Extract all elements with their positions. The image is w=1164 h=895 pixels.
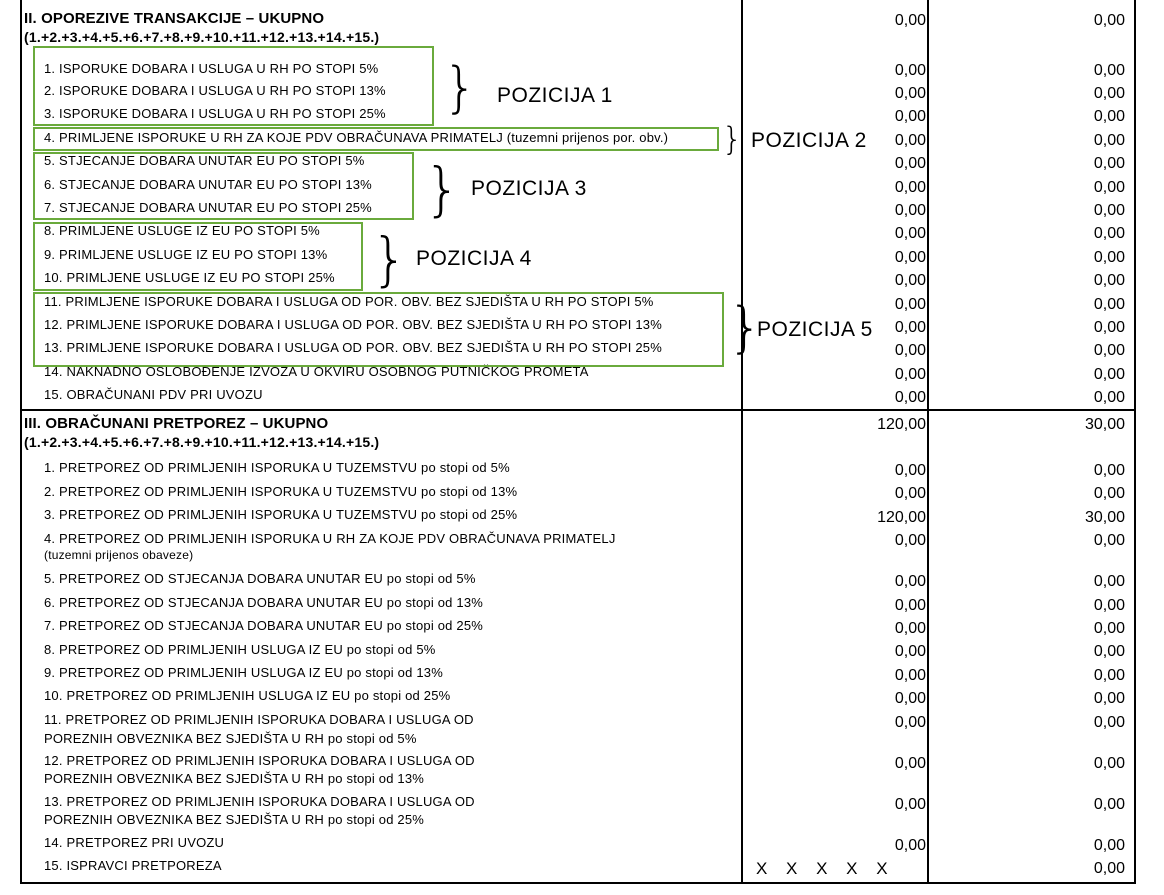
row-value-col2: 0,00	[1093, 643, 1125, 660]
row-value-col1: 0,00	[894, 296, 926, 313]
row-value-col1-x-marks: X X X X X	[756, 859, 888, 878]
row-value-col1: 0,00	[894, 108, 926, 125]
row-value-col2: 0,00	[1093, 667, 1125, 684]
highlight-box-pozicija-1	[33, 46, 434, 126]
row-label: 6. STJECANJE DOBARA UNUTAR EU PO STOPI 13%	[44, 177, 372, 192]
row-label: 2. PRETPOREZ OD PRIMLJENIH ISPORUKA U TUZEMSTVU po stopi od 13%	[44, 484, 518, 499]
row-label: 7. PRETPOREZ OD STJECANJA DOBARA UNUTAR EU po stopi od 25%	[44, 618, 484, 633]
section-2-title: II. OPOREZIVE TRANSAKCIJE – UKUPNO	[24, 10, 325, 27]
row-value-col2: 0,00	[1093, 179, 1125, 196]
row-label: 5. PRETPOREZ OD STJECANJA DOBARA UNUTAR EU po stopi od 5%	[44, 571, 476, 586]
row-value-col1: 0,00	[894, 62, 926, 79]
row-label: 13. PRIMLJENE ISPORUKE DOBARA I USLUGA OD POR. OBV. BEZ SJEDIŠTA U RH PO STOPI 25%	[44, 340, 662, 355]
row-label: 7. STJECANJE DOBARA UNUTAR EU PO STOPI 25%	[44, 200, 372, 215]
row-value-col1: 0,00	[894, 202, 926, 219]
row-value-col1: 0,00	[894, 179, 926, 196]
row-label: 10. PRIMLJENE USLUGE IZ EU PO STOPI 25%	[44, 270, 335, 285]
row-value-col2: 0,00	[1093, 225, 1125, 242]
row-value-col2: 0,00	[1093, 573, 1125, 590]
row-label: 1. ISPORUKE DOBARA I USLUGA U RH PO STOPI 5%	[44, 61, 379, 76]
left-border	[20, 0, 22, 884]
section-3-total-col1: 120,00	[877, 416, 926, 433]
row-value-col2: 0,00	[1093, 85, 1125, 102]
row-label: 15. ISPRAVCI PRETPOREZA	[44, 858, 222, 873]
bottom-border	[20, 882, 1136, 884]
row-value-col2: 0,00	[1093, 620, 1125, 637]
row-label: 12. PRETPOREZ OD PRIMLJENIH ISPORUKA DOBARA I USLUGA OD	[44, 753, 475, 768]
row-label: 14. NAKNADNO OSLOBOĐENJE IZVOZA U OKVIRU OSOBNOG PUTNIČKOG PROMETA	[44, 364, 589, 379]
row-value-col2: 0,00	[1093, 837, 1125, 854]
row-label: 9. PRIMLJENE USLUGE IZ EU PO STOPI 13%	[44, 247, 328, 262]
highlight-box-pozicija-4	[33, 222, 363, 291]
row-label-continued: (tuzemni prijenos obaveze)	[44, 548, 194, 562]
row-label: 5. STJECANJE DOBARA UNUTAR EU PO STOPI 5%	[44, 153, 365, 168]
row-value-col1: 0,00	[894, 532, 926, 549]
row-value-col1: 0,00	[894, 597, 926, 614]
row-value-col1: 0,00	[894, 342, 926, 359]
pozicija-5-label: POZICIJA 5	[757, 318, 873, 341]
row-value-col2: 0,00	[1093, 860, 1125, 877]
row-label: 6. PRETPOREZ OD STJECANJA DOBARA UNUTAR EU po stopi od 13%	[44, 595, 484, 610]
row-value-col2: 0,00	[1093, 202, 1125, 219]
row-value-col2: 0,00	[1093, 690, 1125, 707]
row-value-col1: 0,00	[894, 462, 926, 479]
row-value-col2: 0,00	[1093, 132, 1125, 149]
row-label: 3. PRETPOREZ OD PRIMLJENIH ISPORUKA U TUZEMSTVU po stopi od 25%	[44, 507, 518, 522]
row-label: 4. PRETPOREZ OD PRIMLJENIH ISPORUKA U RH ZA KOJE PDV OBRAČUNAVA PRIMATELJ	[44, 531, 616, 546]
row-label: 1. PRETPOREZ OD PRIMLJENIH ISPORUKA U TUZEMSTVU po stopi od 5%	[44, 460, 510, 475]
highlight-box-pozicija-2	[33, 127, 719, 151]
section-divider	[20, 409, 1136, 411]
section-2-total-col2: 0,00	[1093, 12, 1125, 29]
pozicija-3-label: POZICIJA 3	[471, 177, 587, 200]
right-border	[1134, 0, 1136, 884]
row-label: 13. PRETPOREZ OD PRIMLJENIH ISPORUKA DOBARA I USLUGA OD	[44, 794, 475, 809]
row-value-col1: 0,00	[894, 667, 926, 684]
row-label: 10. PRETPOREZ OD PRIMLJENIH USLUGA IZ EU po stopi od 25%	[44, 688, 451, 703]
brace-icon: }	[371, 225, 408, 293]
column-divider-2	[927, 0, 929, 884]
row-label: 3. ISPORUKE DOBARA I USLUGA U RH PO STOPI 25%	[44, 106, 386, 121]
row-value-col1: 0,00	[894, 573, 926, 590]
brace-icon: }	[424, 155, 461, 223]
row-value-col2: 0,00	[1093, 62, 1125, 79]
row-value-col1: 0,00	[894, 485, 926, 502]
row-label: 8. PRETPOREZ OD PRIMLJENIH USLUGA IZ EU po stopi od 5%	[44, 642, 436, 657]
row-value-col1: 0,00	[894, 796, 926, 813]
row-label-continued: POREZNIH OBVEZNIKA BEZ SJEDIŠTA U RH po stopi od 13%	[44, 771, 425, 786]
row-value-col1: 120,00	[877, 509, 926, 526]
pozicija-2-label: POZICIJA 2	[751, 129, 867, 152]
row-value-col2: 0,00	[1093, 532, 1125, 549]
section-2-total-col1: 0,00	[894, 12, 926, 29]
row-label: 8. PRIMLJENE USLUGE IZ EU PO STOPI 5%	[44, 223, 320, 238]
row-label: 11. PRETPOREZ OD PRIMLJENIH ISPORUKA DOBARA I USLUGA OD	[44, 712, 474, 727]
row-value-col1: 0,00	[894, 85, 926, 102]
row-value-col1: 0,00	[894, 366, 926, 383]
row-value-col2: 0,00	[1093, 389, 1125, 406]
row-label: 4. PRIMLJENE ISPORUKE U RH ZA KOJE PDV OBRAČUNAVA PRIMATELJ (tuzemni prijenos por. obv.)	[44, 130, 669, 145]
row-value-col1: 0,00	[894, 225, 926, 242]
brace-icon: }	[728, 296, 763, 359]
brace-icon: }	[443, 56, 478, 119]
row-value-col1: 0,00	[894, 249, 926, 266]
pozicija-1-label: POZICIJA 1	[497, 84, 613, 107]
row-value-col2: 0,00	[1093, 155, 1125, 172]
section-3-total-col2: 30,00	[1084, 416, 1125, 433]
highlight-box-pozicija-5	[33, 292, 724, 367]
row-value-col2: 0,00	[1093, 366, 1125, 383]
section-3-subtitle: (1.+2.+3.+4.+5.+6.+7.+8.+9.+10.+11.+12.+13.+14.+15.)	[24, 434, 380, 450]
row-value-col2: 0,00	[1093, 342, 1125, 359]
row-label: 2. ISPORUKE DOBARA I USLUGA U RH PO STOPI 13%	[44, 83, 386, 98]
pozicija-4-label: POZICIJA 4	[416, 247, 532, 270]
row-value-col2: 0,00	[1093, 296, 1125, 313]
section-2-subtitle: (1.+2.+3.+4.+5.+6.+7.+8.+9.+10.+11.+12.+13.+14.+15.)	[24, 29, 380, 45]
row-value-col2: 0,00	[1093, 796, 1125, 813]
row-value-col1: 0,00	[894, 272, 926, 289]
row-value-col1: 0,00	[894, 132, 926, 149]
row-value-col2: 0,00	[1093, 108, 1125, 125]
row-label: 15. OBRAČUNANI PDV PRI UVOZU	[44, 387, 263, 402]
row-value-col2: 0,00	[1093, 462, 1125, 479]
brace-icon: }	[722, 120, 743, 158]
row-value-col2: 0,00	[1093, 272, 1125, 289]
row-value-col2: 0,00	[1093, 319, 1125, 336]
row-value-col1: 0,00	[894, 714, 926, 731]
row-label-continued: POREZNIH OBVEZNIKA BEZ SJEDIŠTA U RH po stopi od 25%	[44, 812, 425, 827]
section-3-title: III. OBRAČUNANI PRETPOREZ – UKUPNO	[24, 415, 329, 432]
row-value-col1: 0,00	[894, 155, 926, 172]
row-value-col1: 0,00	[894, 690, 926, 707]
row-value-col2: 30,00	[1084, 509, 1125, 526]
row-value-col2: 0,00	[1093, 597, 1125, 614]
row-value-col2: 0,00	[1093, 714, 1125, 731]
row-value-col1: 0,00	[894, 837, 926, 854]
row-value-col1: 0,00	[894, 389, 926, 406]
row-label: 14. PRETPOREZ PRI UVOZU	[44, 835, 225, 850]
row-value-col1: 0,00	[894, 319, 926, 336]
row-value-col1: 0,00	[894, 755, 926, 772]
row-label-continued: POREZNIH OBVEZNIKA BEZ SJEDIŠTA U RH po stopi od 5%	[44, 731, 417, 746]
row-value-col2: 0,00	[1093, 249, 1125, 266]
row-label: 9. PRETPOREZ OD PRIMLJENIH USLUGA IZ EU po stopi od 13%	[44, 665, 443, 680]
row-value-col2: 0,00	[1093, 755, 1125, 772]
highlight-box-pozicija-3	[33, 152, 414, 220]
row-value-col1: 0,00	[894, 620, 926, 637]
row-value-col2: 0,00	[1093, 485, 1125, 502]
row-label: 11. PRIMLJENE ISPORUKE DOBARA I USLUGA OD POR. OBV. BEZ SJEDIŠTA U RH PO STOPI 5%	[44, 294, 654, 309]
row-value-col1: 0,00	[894, 643, 926, 660]
row-label: 12. PRIMLJENE ISPORUKE DOBARA I USLUGA OD POR. OBV. BEZ SJEDIŠTA U RH PO STOPI 13%	[44, 317, 662, 332]
